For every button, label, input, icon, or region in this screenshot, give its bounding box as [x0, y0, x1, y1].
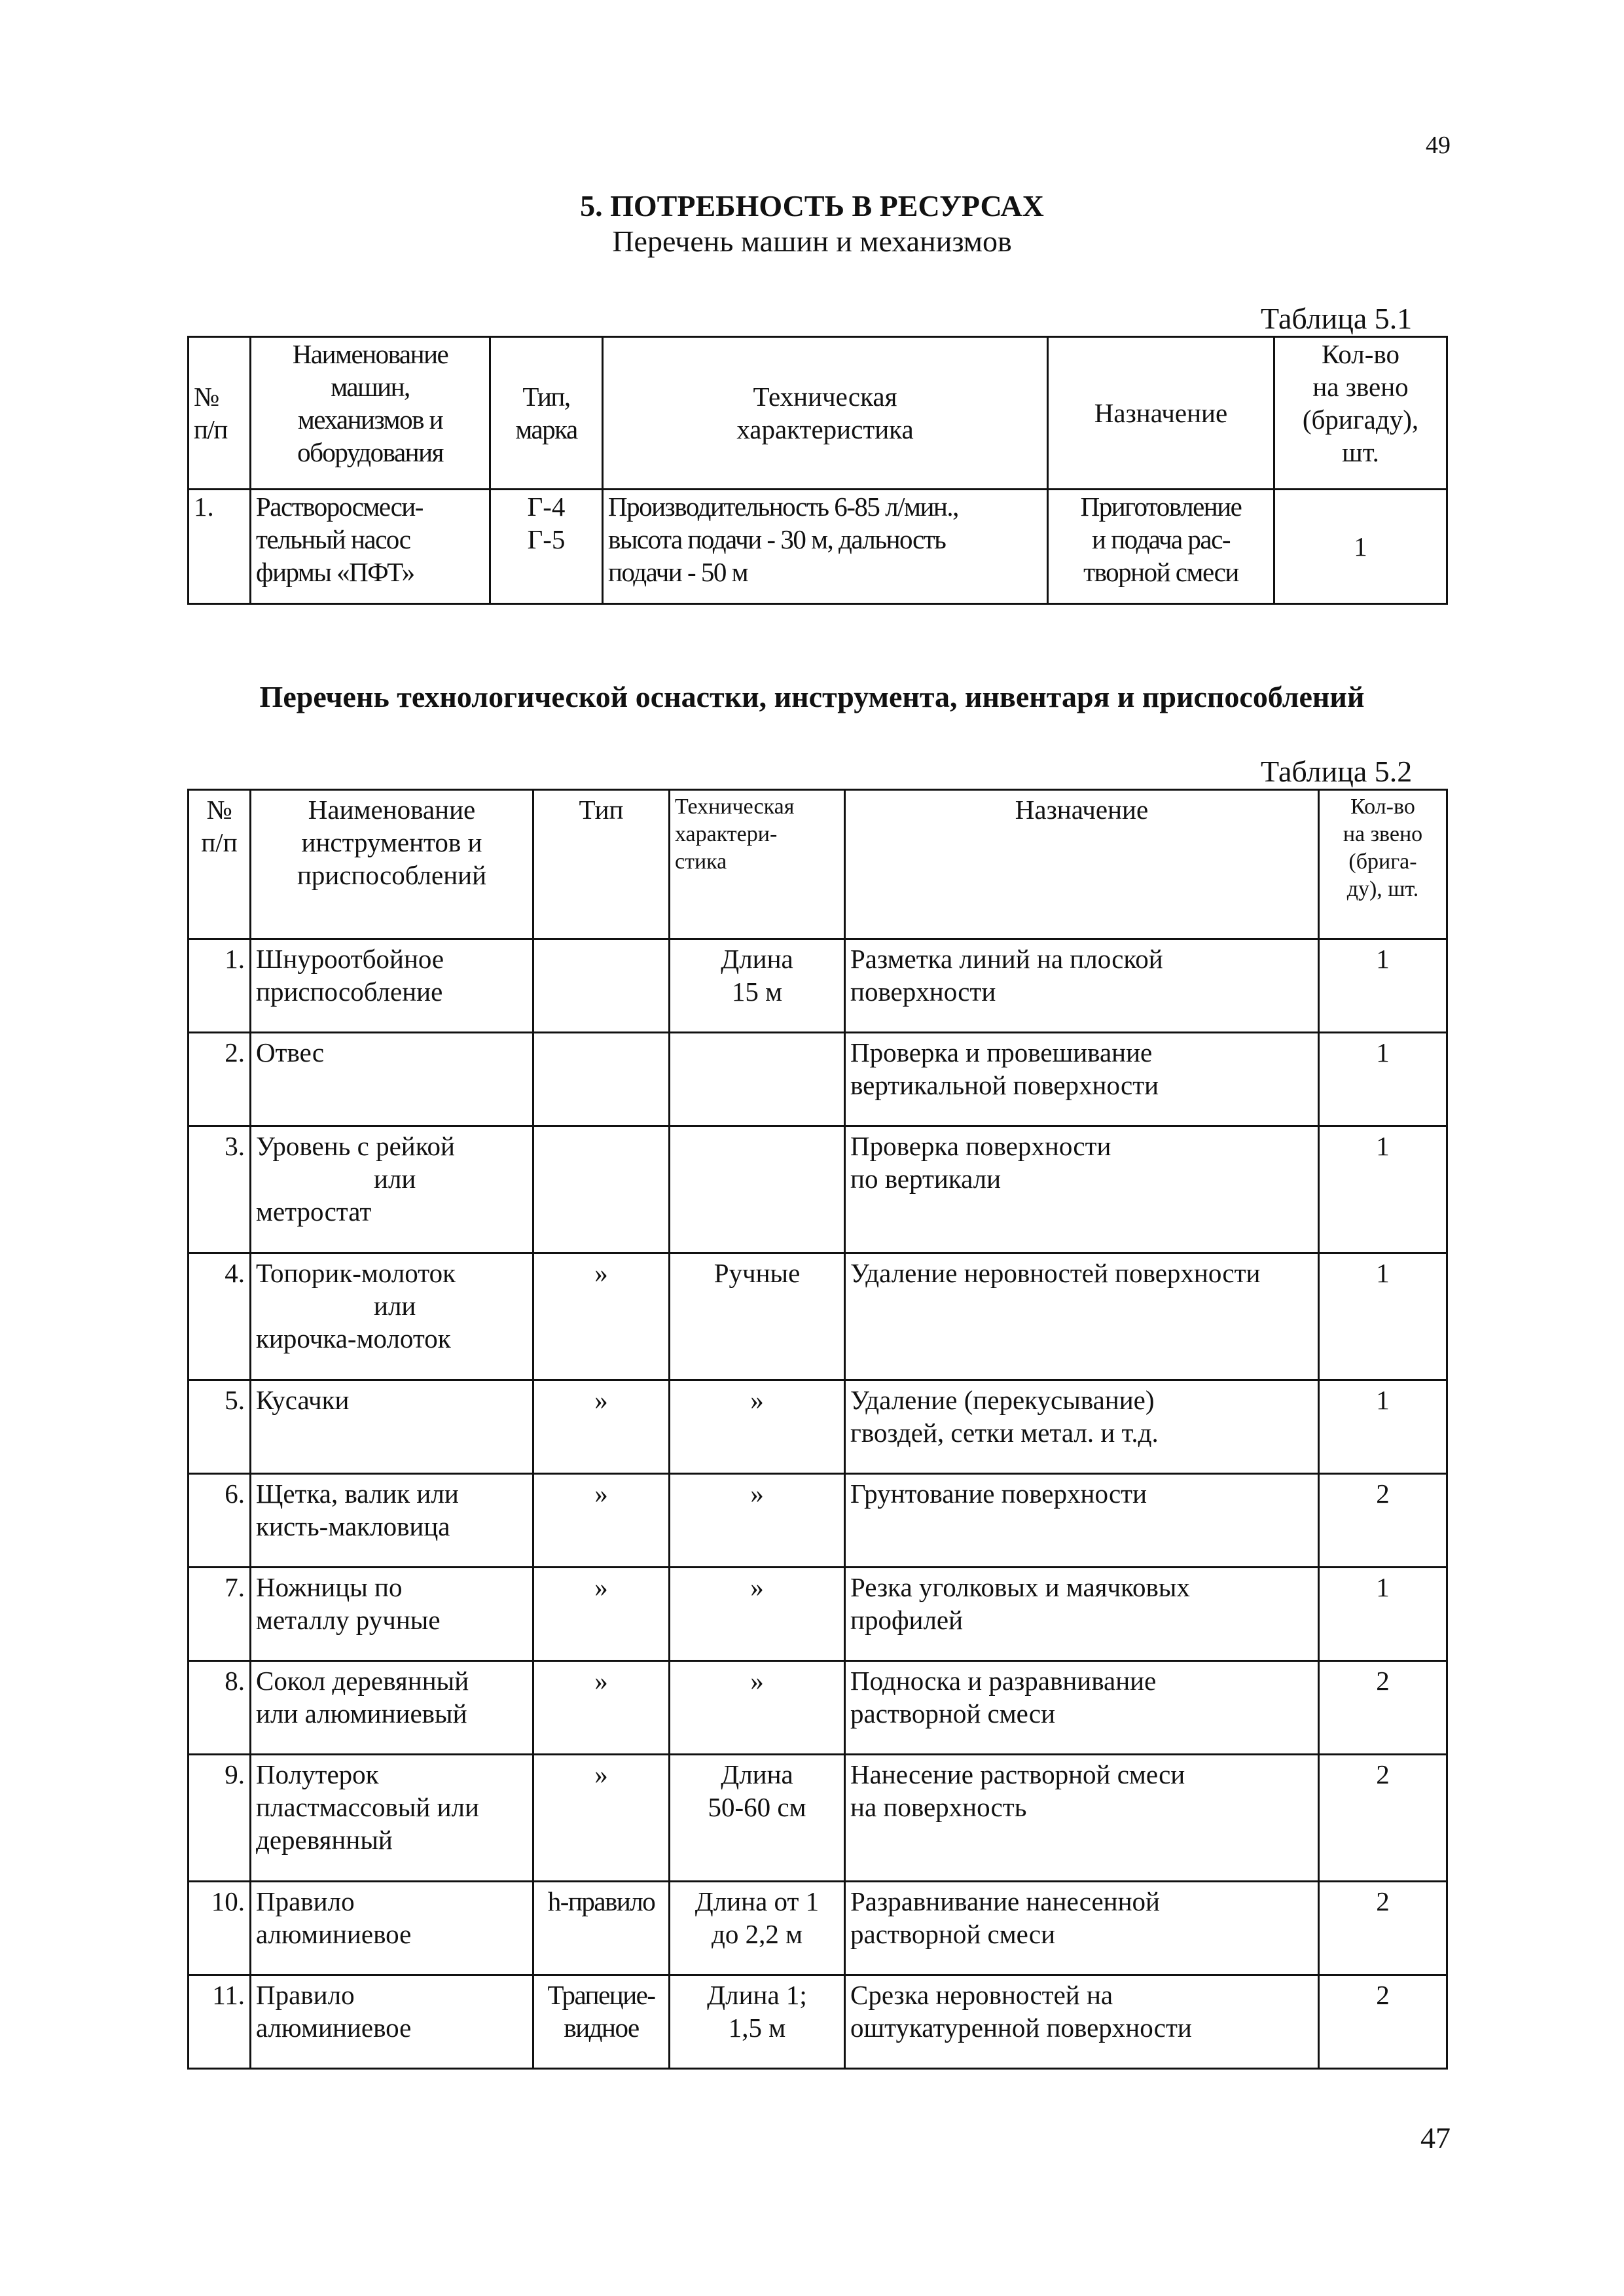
header-name: Наименование машин, механизмов и оборудования: [251, 337, 490, 490]
cell-qty: 1: [1319, 1126, 1447, 1253]
header-type: Тип, марка: [490, 337, 603, 490]
cell-name: Кусачки: [251, 1380, 533, 1474]
header-num: № п/п: [189, 337, 251, 490]
cell-name: [251, 1253, 533, 1380]
cell-name-line: или: [374, 1291, 416, 1321]
cell-num: 11.: [189, 1975, 251, 2069]
page-number-top: 49: [1426, 132, 1451, 159]
cell-num: 6.: [189, 1474, 251, 1568]
header-purpose: Назначение: [1048, 337, 1274, 490]
header-spec: Техническая характери- стика: [670, 790, 845, 939]
cell-spec: »: [670, 1474, 845, 1568]
cell-type: »: [533, 1568, 670, 1661]
table-row: [189, 939, 1447, 1033]
cell-type: »: [533, 1380, 670, 1474]
cell-qty: 1: [1319, 1253, 1447, 1380]
page-number-bottom: 47: [1420, 2121, 1451, 2155]
cell-name: Сокол деревянный или алюминиевый: [251, 1661, 533, 1755]
cell-name: [251, 1126, 533, 1253]
cell-qty: 1: [1319, 1568, 1447, 1661]
cell-type: Г-4 Г-5: [490, 490, 603, 604]
cell-type: Трапецие- видное: [533, 1975, 670, 2069]
table-row: [189, 1126, 1447, 1253]
cell-type: »: [533, 1253, 670, 1380]
cell-num: 4.: [189, 1253, 251, 1380]
cell-name-line: или: [374, 1164, 416, 1194]
cell-type: h-правило: [533, 1882, 670, 1975]
cell-name-line: кирочка-молоток: [256, 1323, 451, 1354]
table-row: [189, 1661, 1447, 1755]
cell-purpose: Удаление (перекусывание) гвоздей, сетки метал. и т.д.: [845, 1380, 1319, 1474]
table-row: [189, 1975, 1447, 2069]
cell-purpose: Подноска и разравнивание растворной смеси: [845, 1661, 1319, 1755]
header-purpose: Назначение: [845, 790, 1319, 939]
page-subtitle: Перечень машин и механизмов: [612, 224, 1012, 258]
cell-num: 7.: [189, 1568, 251, 1661]
header-qty: Кол-во на звено (брига- ду), шт.: [1319, 790, 1447, 939]
cell-purpose: Резка уголковых и маячковых профилей: [845, 1568, 1319, 1661]
table2-title: Перечень технологической оснастки, инструмента, инвентаря и приспособлений: [259, 680, 1365, 713]
cell-num: 5.: [189, 1380, 251, 1474]
cell-name: Правило алюминиевое: [251, 1975, 533, 2069]
table-header-row: [189, 337, 1447, 490]
cell-type: [533, 939, 670, 1033]
table-row: [189, 1253, 1447, 1380]
cell-qty: 1: [1274, 490, 1447, 604]
cell-purpose: Разметка линий на плоской поверхности: [845, 939, 1319, 1033]
cell-type: »: [533, 1755, 670, 1882]
cell-spec: »: [670, 1380, 845, 1474]
cell-name: Отвес: [251, 1033, 533, 1126]
page-title: 5. ПОТРЕБНОСТЬ В РЕСУРСАХ: [580, 189, 1044, 223]
header-qty: Кол-во на звено (бригаду), шт.: [1274, 337, 1447, 490]
cell-name: Растворосмеси- тельный насос фирмы «ПФТ»: [251, 490, 490, 604]
cell-purpose: Удаление неровностей поверхности: [845, 1253, 1319, 1380]
cell-qty: 2: [1319, 1975, 1447, 2069]
cell-name: Щетка, валик или кисть-макловица: [251, 1474, 533, 1568]
table-row: [189, 490, 1447, 604]
cell-qty: 1: [1319, 1033, 1447, 1126]
cell-num: 3.: [189, 1126, 251, 1253]
cell-spec: [670, 1033, 845, 1126]
cell-spec: Длина 50-60 см: [670, 1755, 845, 1882]
machines-table: [187, 336, 1448, 605]
cell-purpose: Грунтование поверхности: [845, 1474, 1319, 1568]
cell-name-line: Топорик-молоток: [256, 1258, 456, 1288]
cell-spec: »: [670, 1661, 845, 1755]
cell-qty: 1: [1319, 1380, 1447, 1474]
table-row: [189, 1033, 1447, 1126]
table1-caption: Таблица 5.1: [1261, 302, 1413, 335]
cell-spec: Ручные: [670, 1253, 845, 1380]
table-row: [189, 1474, 1447, 1568]
cell-num: 2.: [189, 1033, 251, 1126]
header-num: № п/п: [189, 790, 251, 939]
cell-spec: Производительность 6-85 л/мин., высота подачи - 30 м, дальность подачи - 50 м: [603, 490, 1048, 604]
cell-num: 8.: [189, 1661, 251, 1755]
cell-name: Шнуроотбойное приспособление: [251, 939, 533, 1033]
cell-spec: Длина от 1 до 2,2 м: [670, 1882, 845, 1975]
cell-name-line: метростат: [256, 1196, 372, 1227]
cell-purpose: Нанесение растворной смеси на поверхность: [845, 1755, 1319, 1882]
cell-qty: 2: [1319, 1755, 1447, 1882]
table-row: [189, 1882, 1447, 1975]
cell-num: 9.: [189, 1755, 251, 1882]
table-header-row: [189, 790, 1447, 939]
header-spec: Техническая характеристика: [603, 337, 1048, 490]
cell-spec: Длина 1; 1,5 м: [670, 1975, 845, 2069]
cell-type: »: [533, 1474, 670, 1568]
cell-type: [533, 1033, 670, 1126]
cell-num: 1.: [189, 939, 251, 1033]
cell-purpose: Проверка поверхности по вертикали: [845, 1126, 1319, 1253]
cell-qty: 2: [1319, 1661, 1447, 1755]
tools-table: [187, 789, 1448, 2070]
cell-purpose: Разравнивание нанесенной растворной смеси: [845, 1882, 1319, 1975]
cell-qty: 1: [1319, 939, 1447, 1033]
table2-caption: Таблица 5.2: [1261, 755, 1413, 788]
cell-purpose: Приготовление и подача рас- творной смеси: [1048, 490, 1274, 604]
cell-name: Ножницы по металлу ручные: [251, 1568, 533, 1661]
cell-num: 10.: [189, 1882, 251, 1975]
cell-type: [533, 1126, 670, 1253]
cell-type: »: [533, 1661, 670, 1755]
cell-num: 1.: [189, 490, 251, 604]
cell-name: Правило алюминиевое: [251, 1882, 533, 1975]
cell-spec: [670, 1126, 845, 1253]
table-row: [189, 1755, 1447, 1882]
cell-spec: »: [670, 1568, 845, 1661]
cell-name-line: Уровень с рейкой: [256, 1131, 455, 1161]
cell-purpose: Проверка и провешивание вертикальной поверхности: [845, 1033, 1319, 1126]
cell-purpose: Срезка неровностей на оштукатуренной поверхности: [845, 1975, 1319, 2069]
table-row: [189, 1568, 1447, 1661]
cell-qty: 2: [1319, 1474, 1447, 1568]
cell-name: Полутерок пластмассовый или деревянный: [251, 1755, 533, 1882]
cell-spec: Длина 15 м: [670, 939, 845, 1033]
table-row: [189, 1380, 1447, 1474]
header-type: Тип: [533, 790, 670, 939]
header-name: Наименование инструментов и приспособлений: [251, 790, 533, 939]
cell-qty: 2: [1319, 1882, 1447, 1975]
